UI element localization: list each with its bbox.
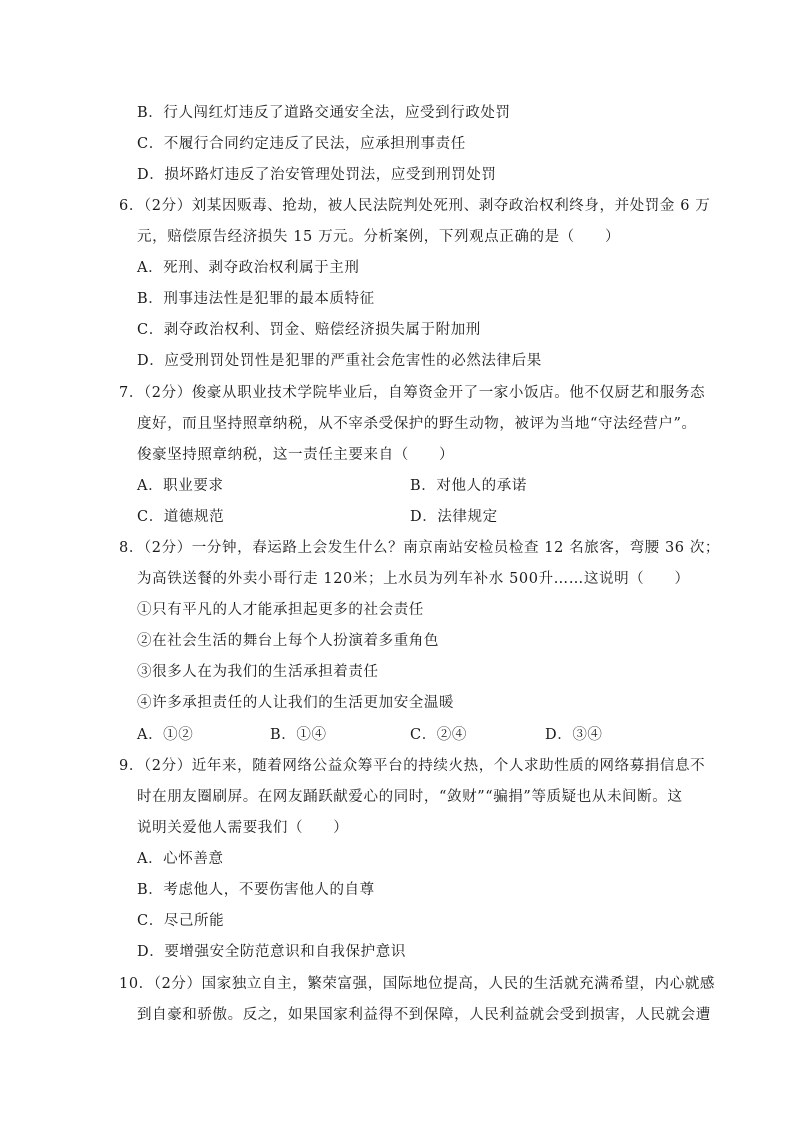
q7-stem-line-3: 俊豪坚持照章纳税，这一责任主要来自（ ）	[137, 447, 455, 463]
q6-option-c: C．剥夺政治权利、罚金、赔偿经济损失属于附加刑	[137, 322, 481, 338]
q8-statement-1: ①只有平凡的人才能承担起更多的社会责任	[137, 602, 424, 618]
q6-stem-line-2: 元，赔偿原告经济损失 15 万元。分析案例，下列观点正确的是（ ）	[137, 229, 621, 245]
q9-stem-line-2: 时在朋友圈刷屏。在网友踊跃献爱心的同时，“敛财”“骗捐”等质疑也从未间断。这	[137, 789, 683, 805]
q8-stem-line-2: 为高铁送餐的外卖小哥行走 120米；上水员为列车补水 500升……这说明（ ）	[137, 571, 690, 587]
q5-option-d: D．损坏路灯违反了治安管理处罚法，应受到刑罚处罚	[137, 167, 497, 183]
q6-stem-line-1: 6．（2分）刘某因贩毒、抢劫，被人民法院判处死刑、剥夺政治权利终身，并处罚金 6 万	[119, 198, 711, 214]
q9-option-c: C．尽己所能	[137, 913, 225, 929]
q8-option-c: C．②④	[410, 727, 467, 743]
q10-stem-line-2: 到自豪和骄傲。反之，如果国家利益得不到保障，人民利益就会受到损害，人民就会遭	[137, 1007, 711, 1023]
q7-option-c: C．道德规范	[137, 509, 225, 525]
q7-option-a: A．职业要求	[137, 478, 224, 494]
q8-statement-4: ④许多承担责任的人让我们的生活更加安全温暖	[137, 695, 455, 711]
q7-stem-line-1: 7．（2分）俊豪从职业技术学院毕业后，自筹资金开了一家小饭店。他不仅厨艺和服务态	[119, 385, 706, 401]
q6-option-b: B．刑事违法性是犯罪的最本质特征	[137, 291, 375, 307]
q9-stem-line-3: 说明关爱他人需要我们（ ）	[137, 820, 349, 836]
q7-option-b: B．对他人的承诺	[410, 478, 527, 494]
q8-stem-line-1: 8．（2分）一分钟，春运路上会发生什么？南京南站安检员检查 12 名旅客，弯腰 36 次；	[119, 540, 721, 556]
q5-option-c: C．不履行合同约定违反了民法，应承担刑事责任	[137, 136, 466, 152]
q8-option-b: B．①④	[270, 727, 327, 743]
q8-option-d: D．③④	[545, 727, 603, 743]
q9-option-b: B．考虑他人，不要伤害他人的自尊	[137, 882, 375, 898]
q6-option-d: D．应受刑罚处罚性是犯罪的严重社会危害性的必然法律后果	[137, 353, 542, 369]
q7-stem-line-2: 度好，而且坚持照章纳税，从不宰杀受保护的野生动物，被评为当地“守法经营户”。	[137, 416, 697, 432]
q7-option-d: D．法律规定	[410, 509, 498, 525]
q6-option-a: A．死刑、剥夺政治权利属于主刑	[137, 260, 360, 276]
q10-stem-line-1: 10．（2分）国家独立自主，繁荣富强，国际地位提高，人民的生活就充满希望，内心就感	[119, 976, 716, 992]
q9-option-d: D．要增强安全防范意识和自我保护意识	[137, 944, 406, 960]
q8-statement-3: ③很多人在为我们的生活承担着责任	[137, 664, 379, 680]
q9-option-a: A．心怀善意	[137, 851, 224, 867]
q5-option-b: B．行人闯红灯违反了道路交通安全法，应受到行政处罚	[137, 105, 511, 121]
q8-option-a: A．①②	[137, 727, 194, 743]
q9-stem-line-1: 9．（2分）近年来，随着网络公益众筹平台的持续火热，个人求助性质的网络募捐信息不	[119, 758, 706, 774]
q8-statement-2: ②在社会生活的舞台上每个人扮演着多重角色	[137, 633, 439, 649]
